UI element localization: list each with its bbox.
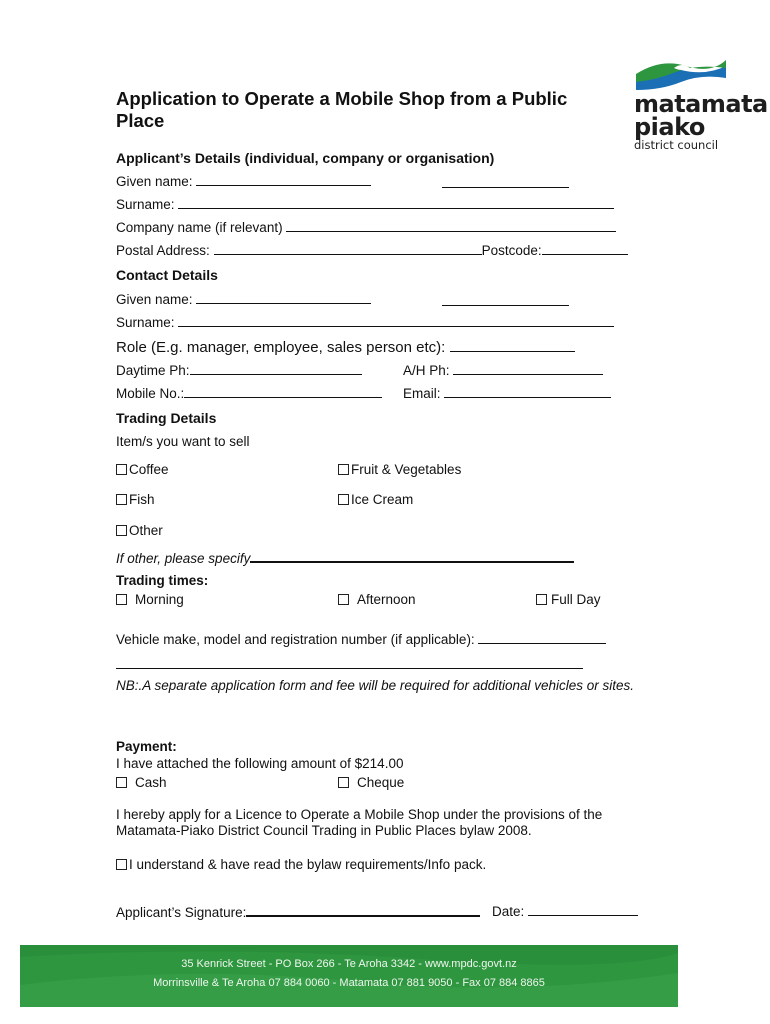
checkbox-icon[interactable] bbox=[338, 594, 349, 605]
ah-field[interactable] bbox=[453, 363, 603, 375]
payment-amount: I have attached the following amount of $214.00 bbox=[116, 756, 404, 771]
payment-cheque[interactable] bbox=[338, 775, 404, 790]
role-label: Role (E.g. manager, employee, sales person etc): bbox=[116, 339, 446, 356]
ah-row bbox=[403, 363, 603, 378]
given-name-field-2[interactable] bbox=[442, 176, 569, 188]
signature-row bbox=[116, 904, 480, 920]
declaration-text: I hereby apply for a Licence to Operate a Mobile Shop under the provisions of the Matamata-Piako District Council Trading in Public Places bylaw 2008. bbox=[116, 807, 603, 838]
other-specify-label: If other, please specify bbox=[116, 551, 251, 566]
daytime-field[interactable] bbox=[190, 363, 362, 375]
surname-label: Surname: bbox=[116, 197, 175, 212]
time-label: Full Day bbox=[551, 592, 601, 607]
company-label: Company name (if relevant) bbox=[116, 220, 283, 235]
company-row bbox=[116, 220, 616, 235]
item-label: Fruit & Vegetables bbox=[351, 462, 462, 477]
date-field[interactable] bbox=[528, 904, 638, 916]
time-morning[interactable] bbox=[116, 592, 184, 607]
email-row bbox=[403, 386, 611, 401]
signature-label: Applicant’s Signature: bbox=[116, 905, 247, 920]
item-other[interactable] bbox=[116, 523, 163, 538]
understand-label: I understand & have read the bylaw requirements/Info pack. bbox=[129, 857, 487, 872]
payment-method-label: Cash bbox=[135, 775, 167, 790]
vehicle-label: Vehicle make, model and registration number (if applicable): bbox=[116, 632, 475, 647]
contact-given-name-field[interactable] bbox=[196, 292, 371, 304]
contact-surname-row bbox=[116, 315, 614, 330]
checkbox-icon[interactable] bbox=[116, 494, 127, 505]
time-label: Afternoon bbox=[357, 592, 416, 607]
checkbox-icon[interactable] bbox=[338, 777, 349, 788]
contact-surname-field[interactable] bbox=[178, 315, 614, 327]
mobile-field[interactable] bbox=[184, 386, 382, 398]
payment-heading: Payment: bbox=[116, 739, 177, 754]
signature-field[interactable] bbox=[246, 904, 480, 917]
contact-given-name-row bbox=[116, 292, 371, 307]
footer-address: 35 Kenrick Street - PO Box 266 - Te Aroha 3342 - www.mpdc.govt.nz bbox=[181, 958, 517, 970]
item-coffee[interactable] bbox=[116, 462, 169, 477]
role-row bbox=[116, 339, 575, 356]
vehicle-row bbox=[116, 632, 606, 647]
company-field[interactable] bbox=[286, 220, 616, 232]
given-name-label: Given name: bbox=[116, 174, 193, 189]
contact-given-name-label: Given name: bbox=[116, 292, 193, 307]
applicant-heading: Applicant’s Details (individual, company or organisation) bbox=[116, 150, 495, 166]
postal-row bbox=[116, 243, 628, 258]
daytime-row bbox=[116, 363, 362, 378]
applicant-given-name-row bbox=[116, 174, 371, 189]
daytime-label: Daytime Ph: bbox=[116, 363, 190, 378]
council-logo bbox=[634, 60, 768, 152]
applicant-surname-row bbox=[116, 197, 614, 212]
mobile-label: Mobile No.: bbox=[116, 386, 185, 401]
logo-word-district-council: district council bbox=[634, 138, 719, 152]
postal-field[interactable] bbox=[214, 243, 482, 255]
footer-wave-decoration bbox=[20, 945, 678, 1007]
times-heading: Trading times: bbox=[116, 573, 209, 588]
items-label: Item/s you want to sell bbox=[116, 434, 250, 449]
mobile-row bbox=[116, 386, 382, 401]
postal-label: Postal Address: bbox=[116, 243, 210, 258]
email-field[interactable] bbox=[444, 386, 611, 398]
item-fruit-veg[interactable] bbox=[338, 462, 461, 477]
checkbox-icon[interactable] bbox=[116, 859, 127, 870]
surname-field[interactable] bbox=[178, 197, 614, 209]
footer-phones: Morrinsville & Te Aroha 07 884 0060 - Matamata 07 881 9050 - Fax 07 884 8865 bbox=[153, 977, 545, 989]
time-full-day[interactable] bbox=[536, 592, 601, 607]
footer-bar bbox=[20, 945, 678, 1007]
logo-word-matamata: matamata bbox=[634, 90, 768, 118]
contact-heading: Contact Details bbox=[116, 267, 218, 283]
role-field[interactable] bbox=[450, 340, 575, 352]
understand-row[interactable] bbox=[116, 857, 486, 872]
item-label: Ice Cream bbox=[351, 492, 414, 507]
item-fish[interactable] bbox=[116, 492, 155, 507]
logo-word-piako: piako bbox=[634, 113, 705, 141]
email-label: Email: bbox=[403, 386, 441, 401]
contact-given-name-field-2[interactable] bbox=[442, 294, 569, 306]
trading-heading: Trading Details bbox=[116, 410, 217, 426]
other-specify-field[interactable] bbox=[250, 550, 574, 563]
ah-label: A/H Ph: bbox=[403, 363, 450, 378]
checkbox-icon[interactable] bbox=[116, 464, 127, 475]
postcode-field[interactable] bbox=[542, 243, 628, 255]
checkbox-icon[interactable] bbox=[338, 494, 349, 505]
date-label: Date: bbox=[492, 904, 525, 919]
payment-method-label: Cheque bbox=[357, 775, 405, 790]
time-afternoon[interactable] bbox=[338, 592, 416, 607]
nb-note: NB:.A separate application form and fee will be required for additional vehicles or sites. bbox=[116, 678, 635, 693]
checkbox-icon[interactable] bbox=[116, 594, 127, 605]
checkbox-icon[interactable] bbox=[116, 525, 127, 536]
vehicle-field-2[interactable] bbox=[116, 657, 583, 669]
checkbox-icon[interactable] bbox=[536, 594, 547, 605]
item-label: Fish bbox=[129, 492, 155, 507]
other-specify-row bbox=[116, 550, 574, 566]
date-row bbox=[492, 904, 638, 919]
time-label: Morning bbox=[135, 592, 184, 607]
payment-cash[interactable] bbox=[116, 775, 167, 790]
given-name-field[interactable] bbox=[196, 174, 371, 186]
checkbox-icon[interactable] bbox=[338, 464, 349, 475]
contact-surname-label: Surname: bbox=[116, 315, 175, 330]
vehicle-field[interactable] bbox=[478, 632, 606, 644]
item-label: Coffee bbox=[129, 462, 169, 477]
checkbox-icon[interactable] bbox=[116, 777, 127, 788]
item-ice-cream[interactable] bbox=[338, 492, 413, 507]
item-label: Other bbox=[129, 523, 163, 538]
page-title: Application to Operate a Mobile Shop from a Public Place bbox=[116, 88, 568, 131]
postcode-label: Postcode: bbox=[481, 243, 542, 258]
